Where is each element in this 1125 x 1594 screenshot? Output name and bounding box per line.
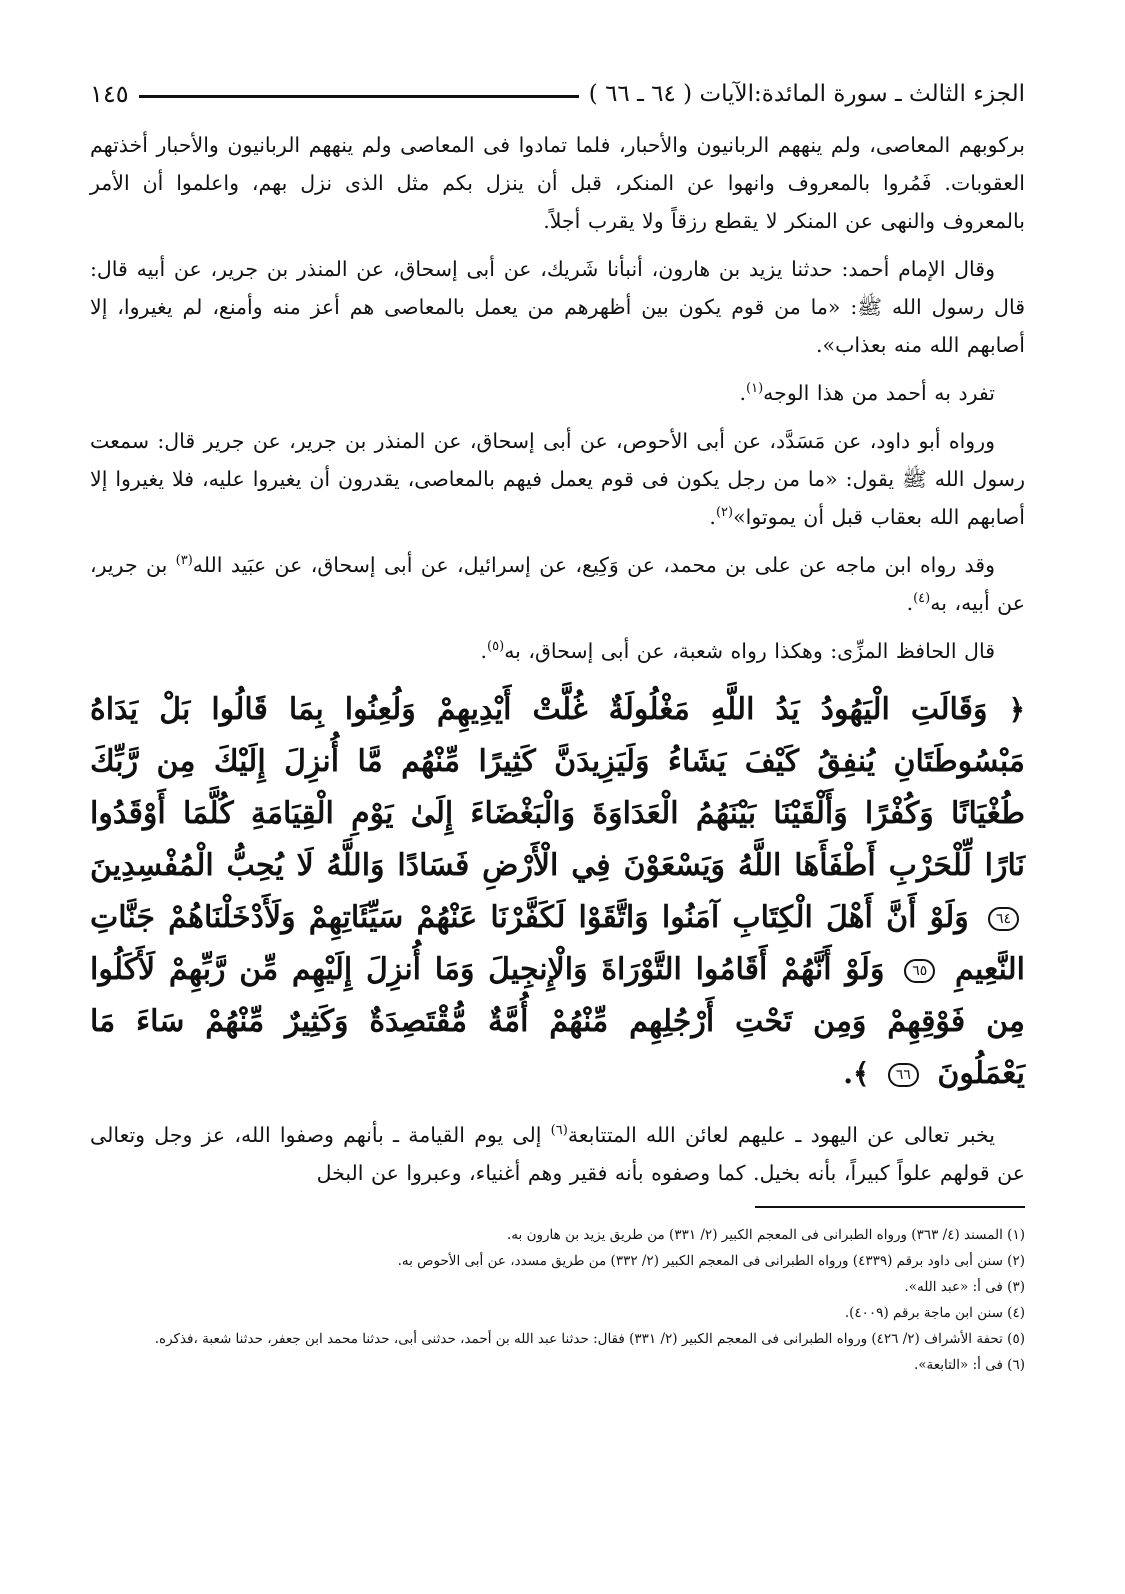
ayah-number-66: ٦٦: [888, 1063, 919, 1087]
header-rule: [139, 95, 579, 98]
paragraph-6-text: قال الحافظ المزِّى: وهكذا رواه شعبة، عن أبى إسحاق، به: [504, 639, 995, 663]
footnote-divider: [755, 1206, 1025, 1208]
footnote-ref-4: (٤): [913, 591, 931, 607]
quran-verse-66: وَلَوْ أَنَّهُمْ أَقَامُوا التَّوْرَاةَ وَالْإِنجِيلَ وَمَا أُنزِلَ إِلَيْهِم مِّن رَّبِّهِمْ لَأَكَلُوا مِن فَوْقِهِمْ وَمِن تَحْتِ أَرْجُلِهِم مِّنْهُمْ أُمَّةٌ مُّقْتَصِدَةٌ وَكَثِيرٌ مِّنْهُمْ سَاءَ مَا يَعْمَلُونَ: [90, 952, 1025, 1091]
footnote-ref-1: (١): [746, 381, 764, 397]
commentary-tail: إلى يوم القيامة ـ بأنهم وصفوا الله، عز وجل وتعالى عن قولهم علواً كبيراً، بأنه بخيل. كما وصفوه بأنه فقير وهم أغنياء، وعبروا عن البخل: [90, 1123, 1025, 1185]
footnote-6: (٦) فى أ: «التابعة».: [913, 1357, 1025, 1373]
commentary-text: يخبر تعالى عن اليهود ـ عليهم لعائن الله المتتابعة: [567, 1123, 995, 1147]
paragraph-1: [90, 126, 1025, 240]
ayah-number-65: ٦٥: [904, 959, 935, 983]
paragraph-5-tail: بن جرير، عن أبيه، به: [90, 553, 1025, 615]
paragraph-5-tail2: .: [906, 591, 914, 615]
paragraph-1-text: بركوبهم المعاصى، ولم ينههم الربانيون والأحبار، فلما تمادوا فى المعاصى ولم ينههم الربانيون والأحبار أخذتهم العقوبات. فَمُروا بالمعروف وانهوا عن المنكر، قبل أن ينزل بكم مثل الذى نزل بهم، واعلموا أن الأمر بالمعروف والنهى عن المنكر لا يقطع رزقاً ولا يقرب أجلاً.: [90, 133, 1025, 233]
footnote-ref-3: (٣): [175, 553, 193, 569]
paragraph-6-tail: .: [480, 639, 488, 663]
paragraph-6: [90, 632, 1025, 670]
paragraph-5-text: وقد رواه ابن ماجه عن على بن محمد، عن وَكِيع، عن إسرائيل، عن أبى إسحاق، عن عبَيد الله: [192, 553, 995, 577]
footnotes: [90, 1222, 1025, 1378]
footnote-1: (١) المسند (٤/ ٣٦٣) ورواه الطبرانى فى المعجم الكبير (٢/ ٣٣١) من طريق يزيد بن هارون به.: [507, 1227, 1025, 1243]
running-header-title: الجزء الثالث ـ سورة المائدة:الآيات ( ٦٤ ـ ٦٦ ): [588, 81, 1025, 107]
paragraph-3-text: تفرد به أحمد من هذا الوجه: [763, 381, 995, 405]
footnote-ref-5: (٥): [487, 639, 505, 655]
quran-verse-64: وَقَالَتِ الْيَهُودُ يَدُ اللَّهِ مَغْلُولَةٌ غُلَّتْ أَيْدِيهِمْ وَلُعِنُوا بِمَا قَالُوا بَلْ يَدَاهُ مَبْسُوطَتَانِ يُنفِقُ كَيْفَ يَشَاءُ وَلَيَزِيدَنَّ كَثِيرًا مِّنْهُم مَّا أُنزِلَ إِلَيْكَ مِن رَّبِّكَ طُغْيَانًا وَكُفْرًا وَأَلْقَيْنَا بَيْنَهُمُ الْعَدَاوَةَ وَالْبَغْضَاءَ إِلَىٰ يَوْمِ الْقِيَامَةِ كُلَّمَا أَوْقَدُوا نَارًا لِّلْحَرْبِ أَطْفَأَهَا اللَّهُ وَيَسْعَوْنَ فِي الْأَرْضِ فَسَادًا وَاللَّهُ لَا يُحِبُّ الْمُفْسِدِينَ: [90, 692, 1025, 883]
paragraph-4-text: ورواه أبو داود، عن مَسَدَّد، عن أبى الأحوص، عن أبى إسحاق، عن المنذر بن جرير، عن جرير قال: سمعت رسول الله ﷺ يقول: «ما من رجل يكون فى قوم يعمل فيهم بالمعاصى، يقدرون أن يغيروا عليه، فلا يغيروا إلا أصابهم الله بعقاب قبل أن يموتوا»: [90, 429, 1025, 529]
quran-verse-65: وَلَوْ أَنَّ أَهْلَ الْكِتَابِ آمَنُوا وَاتَّقَوْا لَكَفَّرْنَا عَنْهُمْ سَيِّئَاتِهِمْ وَلَأَدْخَلْنَاهُمْ جَنَّاتِ النَّعِيمِ: [90, 900, 1026, 987]
quran-close-bracket: ﴾.: [843, 1057, 870, 1090]
commentary-paragraph: [90, 1116, 1025, 1192]
footnote-5: (٥) تحفة الأشراف (٢/ ٤٢٦) ورواه الطبرانى فى المعجم الكبير (٢/ ٣٣١) فقال: حدثنا عبد الله بن أحمد، حدثنى أبى، حدثنا محمد ابن جعفر، حدثنا شعبة ،فذكره.: [154, 1331, 1025, 1347]
paragraph-3: [90, 374, 1025, 412]
paragraph-5: [90, 546, 1025, 622]
paragraph-3-tail: .: [739, 381, 747, 405]
footnote-ref-2: (٢): [715, 505, 734, 521]
quran-open-bracket: ﴿: [1008, 693, 1025, 726]
quran-passage: [90, 684, 1025, 1100]
page-header: [90, 70, 1025, 118]
paragraph-2-text: وقال الإمام أحمد: حدثنا يزيد بن هارون، أنبأنا شَريك، عن أبى إسحاق، عن المنذر بن جرير، عن أبيه قال: قال رسول الله ﷺ: «ما من قوم يكون بين أظهرهم من يعمل بالمعاصى هم أعز منه وأمنع، لم يغيروا، إلا أصابهم الله منه بعذاب».: [90, 257, 1025, 357]
paragraph-4: [90, 422, 1025, 536]
paragraph-2: [90, 250, 1025, 364]
footnote-ref-6: (٦): [550, 1123, 568, 1139]
body-text: [90, 126, 1025, 1192]
paragraph-4-tail: .: [709, 505, 716, 529]
book-page: [90, 70, 1025, 1550]
page-number: ١٤٥: [90, 80, 129, 108]
ayah-number-64: ٦٤: [988, 907, 1019, 931]
footnote-4: (٤) سنن ابن ماجة برقم (٤٠٠٩).: [844, 1305, 1025, 1321]
footnote-2: (٢) سنن أبى داود برقم (٤٣٣٩) ورواه الطبرانى فى المعجم الكبير (٢/ ٣٣٢) من طريق مسدد، عن أبى الأحوص به.: [397, 1253, 1025, 1269]
footnote-3: (٣) فى أ: «عبد الله».: [904, 1279, 1025, 1295]
